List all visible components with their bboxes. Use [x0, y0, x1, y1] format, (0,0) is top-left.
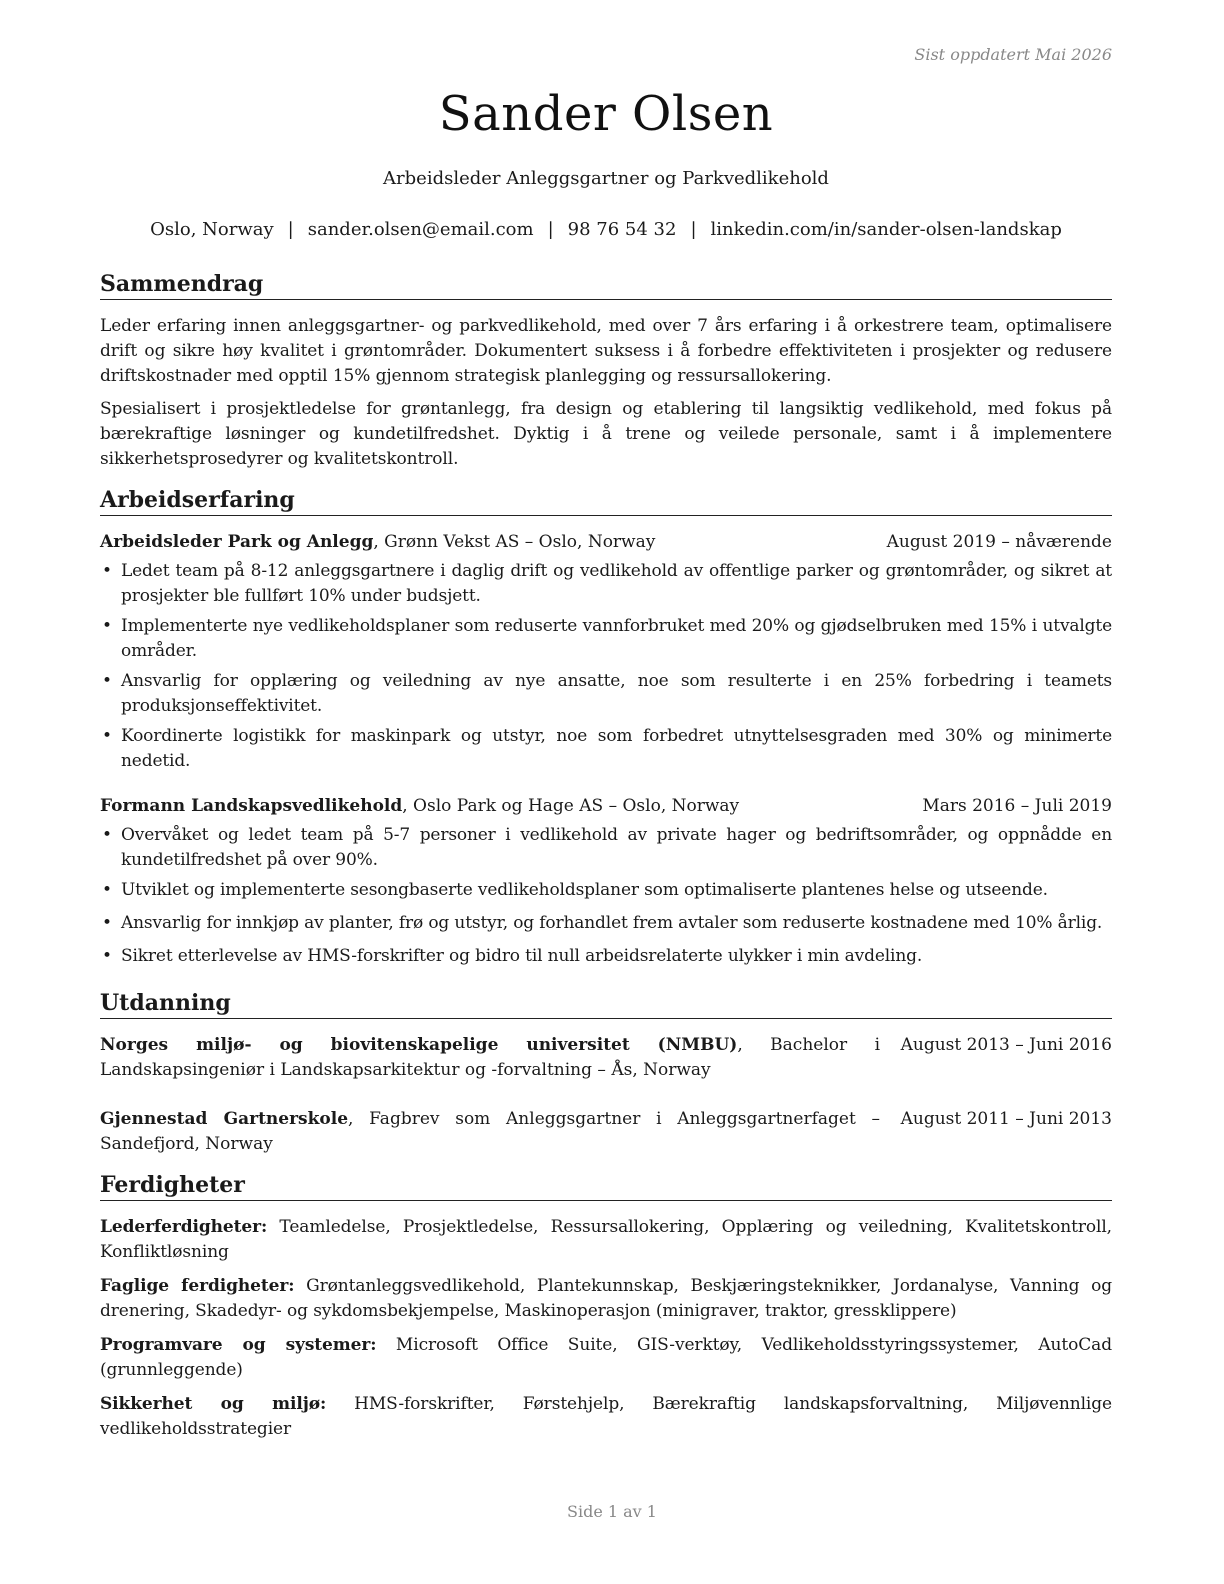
job-company: , Oslo Park og Hage AS – Oslo, Norway — [402, 796, 740, 816]
list-item: • Koordinerte logistikk for maskinpark og utstyr, noe som forbedret utnyttelsesgraden med 30% og minimerte nedetid. — [100, 724, 1112, 774]
list-item: • Overvåket og ledet team på 5-7 personer i vedlikehold av private hager og bedriftsområder, og oppnådde en kundetilfredshet på over 90%. — [100, 823, 1112, 873]
section-heading-experience: Arbeidserfaring — [100, 486, 1112, 516]
skill-group — [100, 1333, 1112, 1383]
job-header — [100, 794, 1112, 819]
list-item: • Ledet team på 8-12 anleggsgartnere i daglig drift og vedlikehold av offentlige parker og grøntområder, og sikret at prosjekter ble fullført 10% under budsjett. — [100, 559, 1112, 609]
section-heading-skills: Ferdigheter — [100, 1171, 1112, 1201]
skill-group — [100, 1215, 1112, 1265]
contact-linkedin[interactable]: linkedin.com/in/sander-olsen-landskap — [710, 219, 1062, 240]
job-company: , Grønn Vekst AS – Oslo, Norway — [373, 532, 656, 552]
education-school: Norges miljø- og biovitenskapelige universitet (NMBU) — [100, 1035, 738, 1055]
skill-label: Programvare og systemer: — [100, 1335, 377, 1355]
skill-text: Teamledelse, Prosjektledelse, Ressursallokering, Opplæring og veiledning, Kvalitetskontroll, Konfliktløsning — [100, 1217, 1112, 1262]
job-role: Arbeidsleder Park og Anlegg — [100, 532, 374, 552]
education-detail: , Fagbrev som Anleggsgartner i Anleggsgartnerfaget – Sandefjord, Norway — [100, 1109, 880, 1154]
skill-group — [100, 1274, 1112, 1324]
skill-group — [100, 1392, 1112, 1442]
education-item — [100, 1107, 1112, 1157]
section-heading-education: Utdanning — [100, 989, 1112, 1019]
skill-label: Lederferdigheter: — [100, 1217, 268, 1237]
candidate-name: Sander Olsen — [438, 86, 774, 142]
contact-line — [100, 219, 1112, 240]
skill-label: Faglige ferdigheter: — [100, 1276, 295, 1296]
contact-phone: 98 76 54 32 — [567, 219, 677, 240]
job-bullets — [100, 823, 1112, 969]
job-header — [100, 530, 1112, 555]
education-item — [100, 1033, 1112, 1083]
education-school: Gjennestad Gartnerskole — [100, 1109, 349, 1129]
education-dates: August 2011 – Juni 2013 — [900, 1109, 1112, 1129]
list-item: • Ansvarlig for innkjøp av planter, frø og utstyr, og forhandlet frem avtaler som reduserte kostnadene med 10% årlig. — [100, 911, 1112, 936]
job-bullets — [100, 559, 1112, 774]
job-dates: August 2019 – nåværende — [886, 532, 1112, 552]
list-item: • Utviklet og implementerte sesongbaserte vedlikeholdsplaner som optimaliserte plantenes helse og utseende. — [100, 878, 1112, 903]
list-item: • Sikret etterlevelse av HMS-forskrifter og bidro til null arbeidsrelaterte ulykker i min avdeling. — [100, 944, 1112, 969]
job-role: Formann Landskapsvedlikehold — [100, 796, 403, 816]
job-dates: Mars 2016 – Juli 2019 — [922, 796, 1112, 816]
contact-separator: | — [287, 219, 294, 240]
skill-text: Grøntanleggsvedlikehold, Plantekunnskap, Beskjæringsteknikker, Jordanalyse, Vanning og drenering, Skadedyr- og sykdomsbekjempelse, Maskinoperasjon (minigraver, traktor, gressklippere) — [100, 1276, 1112, 1321]
section-heading-summary: Sammendrag — [100, 270, 1112, 300]
contact-separator: | — [547, 219, 554, 240]
summary-paragraph: Leder erfaring innen anleggsgartner- og parkvedlikehold, med over 7 års erfaring i å orkestrere team, optimalisere drift og sikre høy kvalitet i grøntområder. Dokumentert suksess i å forbedre effektiviteten i prosjekter og redusere driftskostnader med opptil 15% gjennom strategisk planlegging og ressursallokering. — [100, 316, 1112, 386]
page-number: Side 1 av 1 — [567, 1502, 657, 1521]
education-section — [100, 989, 1112, 1157]
contact-location: Oslo, Norway — [150, 219, 274, 240]
experience-section — [100, 486, 1112, 969]
skill-text: Microsoft Office Suite, GIS-verktøy, Vedlikeholdsstyringssystemer, AutoCad (grunnleggende) — [100, 1335, 1112, 1380]
skills-section — [100, 1171, 1112, 1442]
contact-separator: | — [690, 219, 697, 240]
list-item: • Ansvarlig for opplæring og veiledning av nye ansatte, noe som resulterte i en 25% forbedring i teamets produksjonseffektivitet. — [100, 669, 1112, 719]
contact-email[interactable]: sander.olsen@email.com — [307, 219, 534, 240]
education-dates: August 2013 – Juni 2016 — [900, 1035, 1112, 1055]
candidate-title: Arbeidsleder Anleggsgartner og Parkvedlikehold — [383, 168, 829, 189]
skill-label: Sikkerhet og miljø: — [100, 1394, 327, 1414]
last-updated: Sist oppdatert Mai 2026 — [914, 45, 1112, 64]
education-detail: , Bachelor i Landskapsingeniør i Landskapsarkitektur og -forvaltning – Ås, Norway — [100, 1035, 881, 1080]
skill-text: HMS-forskrifter, Førstehjelp, Bærekraftig landskapsforvaltning, Miljøvennlige vedlikeholdsstrategier — [100, 1394, 1112, 1439]
summary-paragraph: Spesialisert i prosjektledelse for grøntanlegg, fra design og etablering til langsiktig vedlikehold, med fokus på bærekraftige løsninger og kundetilfredshet. Dyktig i å trene og veilede personale, samt i å implementere sikkerhetsprosedyrer og kvalitetskontroll. — [100, 399, 1112, 469]
resume-content — [100, 270, 1112, 1456]
summary-section — [100, 270, 1112, 472]
list-item: • Implementerte nye vedlikeholdsplaner som reduserte vannforbruket med 20% og gjødselbruken med 15% i utvalgte områder. — [100, 614, 1112, 664]
